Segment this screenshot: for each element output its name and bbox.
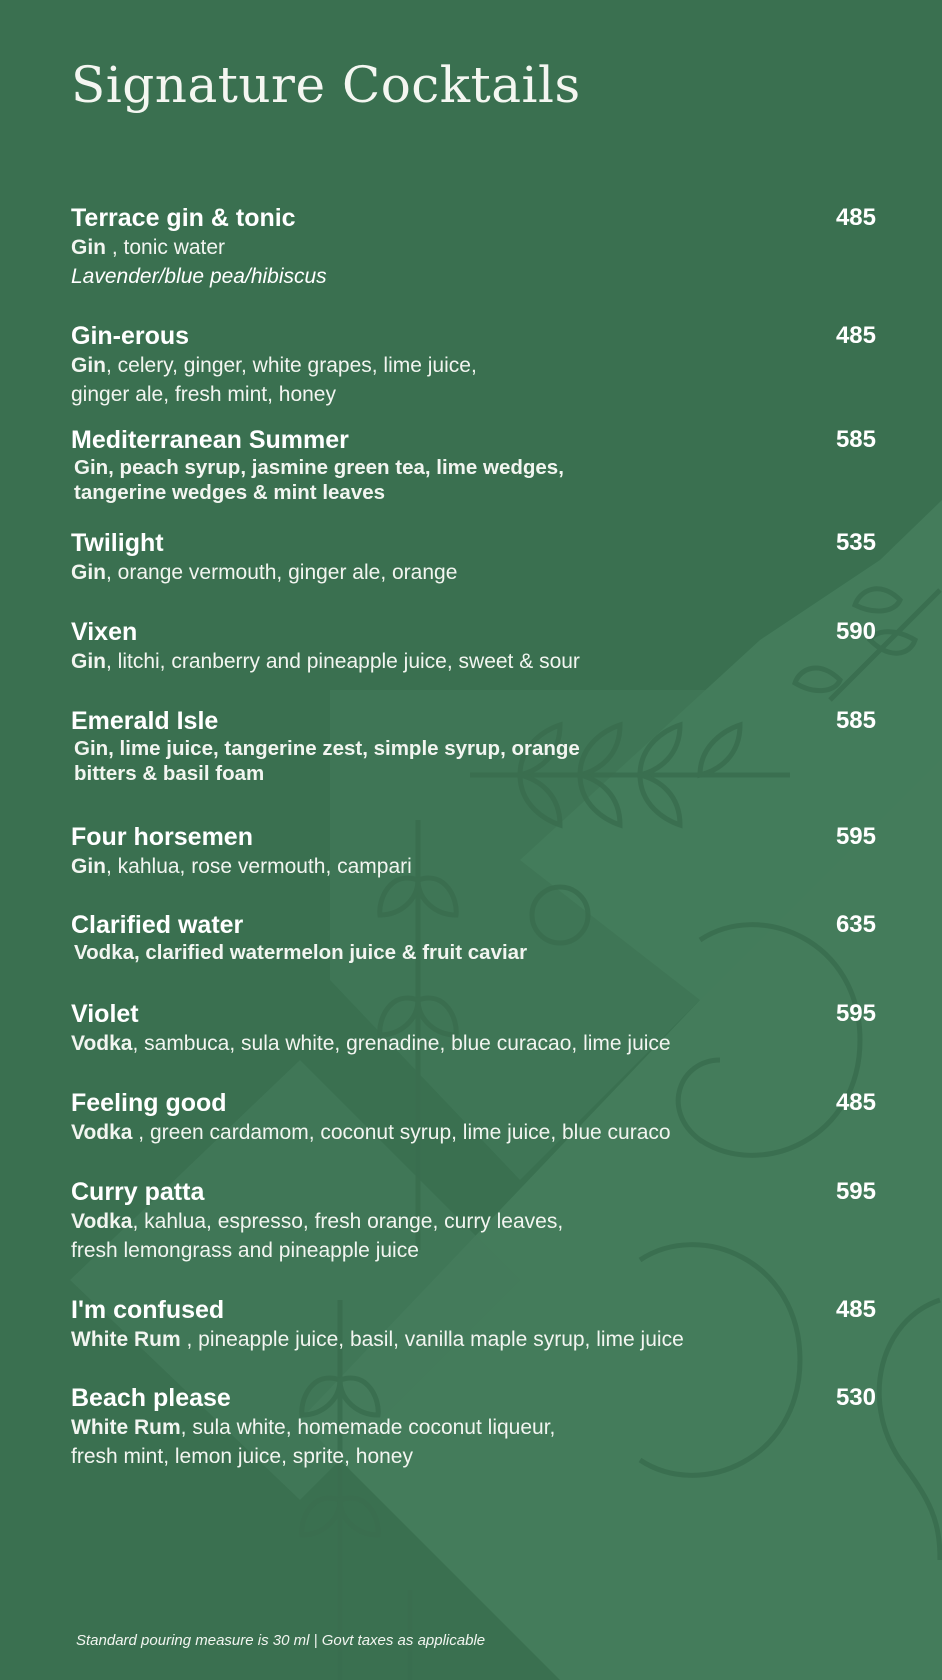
item-price: 585 — [835, 707, 876, 734]
menu-item — [71, 528, 876, 587]
item-description — [71, 1207, 876, 1236]
menu-item — [71, 1177, 876, 1265]
item-price: 595 — [835, 1178, 876, 1205]
item-name: Terrace gin & tonic — [71, 204, 296, 232]
item-ingredients: , tonic water — [106, 236, 226, 259]
item-description: Vodka, clarified watermelon juice & fruit caviar — [74, 941, 528, 964]
item-ingredients: , celery, ginger, white grapes, lime juice, — [106, 354, 477, 377]
item-base-spirit: Vodka — [71, 1210, 133, 1233]
item-price: 485 — [835, 204, 876, 231]
item-price: 535 — [835, 529, 876, 556]
footnote: Standard pouring measure is 30 ml | Govt taxes as applicable — [76, 1632, 486, 1649]
item-name: Feeling good — [71, 1089, 227, 1117]
item-base-spirit: Gin — [71, 236, 106, 259]
item-name: Curry patta — [71, 1178, 205, 1206]
item-base-spirit: Gin — [71, 855, 106, 878]
menu-item — [71, 999, 876, 1058]
item-description-line2: fresh mint, lemon juice, sprite, honey — [71, 1445, 413, 1468]
item-name: Beach please — [71, 1384, 231, 1412]
item-description — [71, 351, 876, 380]
item-price: 485 — [835, 322, 876, 349]
menu-item — [71, 1383, 876, 1471]
item-name: Four horsemen — [71, 823, 253, 851]
item-description — [71, 852, 876, 881]
item-name: Gin-erous — [71, 322, 190, 350]
item-description: Gin, peach syrup, jasmine green tea, lime wedges, — [74, 456, 564, 479]
item-price: 595 — [835, 1000, 876, 1027]
item-name: Emerald Isle — [71, 707, 219, 735]
item-name: Violet — [71, 1000, 139, 1028]
item-description — [71, 1118, 876, 1147]
item-ingredients: , sula white, homemade coconut liqueur, — [180, 1416, 556, 1439]
item-description — [71, 1029, 876, 1058]
item-ingredients: , pineapple juice, basil, vanilla maple syrup, lime juice — [180, 1328, 684, 1351]
item-base-spirit: Vodka — [71, 1121, 133, 1144]
item-ingredients: , kahlua, rose vermouth, campari — [106, 855, 412, 878]
item-description-line2: tangerine wedges & mint leaves — [74, 481, 386, 504]
item-ingredients: , orange vermouth, ginger ale, orange — [106, 561, 458, 584]
item-description-line2: fresh lemongrass and pineapple juice — [71, 1239, 419, 1262]
item-description — [71, 1413, 876, 1442]
item-description: Gin, lime juice, tangerine zest, simple syrup, orange — [74, 737, 580, 760]
menu-item — [71, 822, 876, 881]
item-base-spirit: Gin — [71, 650, 106, 673]
menu-item — [71, 706, 876, 786]
item-description-line2: ginger ale, fresh mint, honey — [71, 383, 336, 406]
menu-item — [71, 321, 876, 409]
item-price: 485 — [835, 1089, 876, 1116]
item-ingredients: , litchi, cranberry and pineapple juice, sweet & sour — [106, 650, 580, 673]
item-description-line2: bitters & basil foam — [74, 762, 265, 785]
item-ingredients: , kahlua, espresso, fresh orange, curry leaves, — [132, 1210, 564, 1233]
page-title: Signature Cocktails — [71, 56, 581, 114]
item-base-spirit: White Rum — [71, 1328, 181, 1351]
item-base-spirit: Gin — [71, 561, 106, 584]
item-variant-note: Lavender/blue pea/hibiscus — [71, 265, 327, 288]
item-ingredients: , green cardamom, coconut syrup, lime juice, blue curaco — [132, 1121, 671, 1144]
item-description — [71, 233, 876, 262]
item-base-spirit: Vodka — [71, 1032, 133, 1055]
item-name: I'm confused — [71, 1296, 225, 1324]
item-price: 485 — [835, 1296, 876, 1323]
item-price: 590 — [835, 618, 876, 645]
item-name: Clarified water — [71, 911, 244, 939]
item-price: 635 — [835, 911, 876, 938]
item-name: Vixen — [71, 618, 138, 646]
menu-item — [71, 910, 876, 965]
item-description — [71, 647, 876, 676]
item-price: 530 — [835, 1384, 876, 1411]
item-name: Mediterranean Summer — [71, 426, 349, 454]
item-price: 585 — [835, 426, 876, 453]
item-name: Twilight — [71, 529, 164, 557]
menu-item — [71, 617, 876, 676]
item-ingredients: , sambuca, sula white, grenadine, blue curacao, lime juice — [132, 1032, 671, 1055]
item-description — [71, 558, 876, 587]
item-base-spirit: Gin — [71, 354, 106, 377]
menu-item — [71, 1088, 876, 1147]
item-base-spirit: White Rum — [71, 1416, 181, 1439]
menu-item — [71, 425, 876, 505]
menu-item — [71, 203, 876, 291]
menu-item — [71, 1295, 876, 1354]
item-description — [71, 1325, 876, 1354]
item-price: 595 — [835, 823, 876, 850]
